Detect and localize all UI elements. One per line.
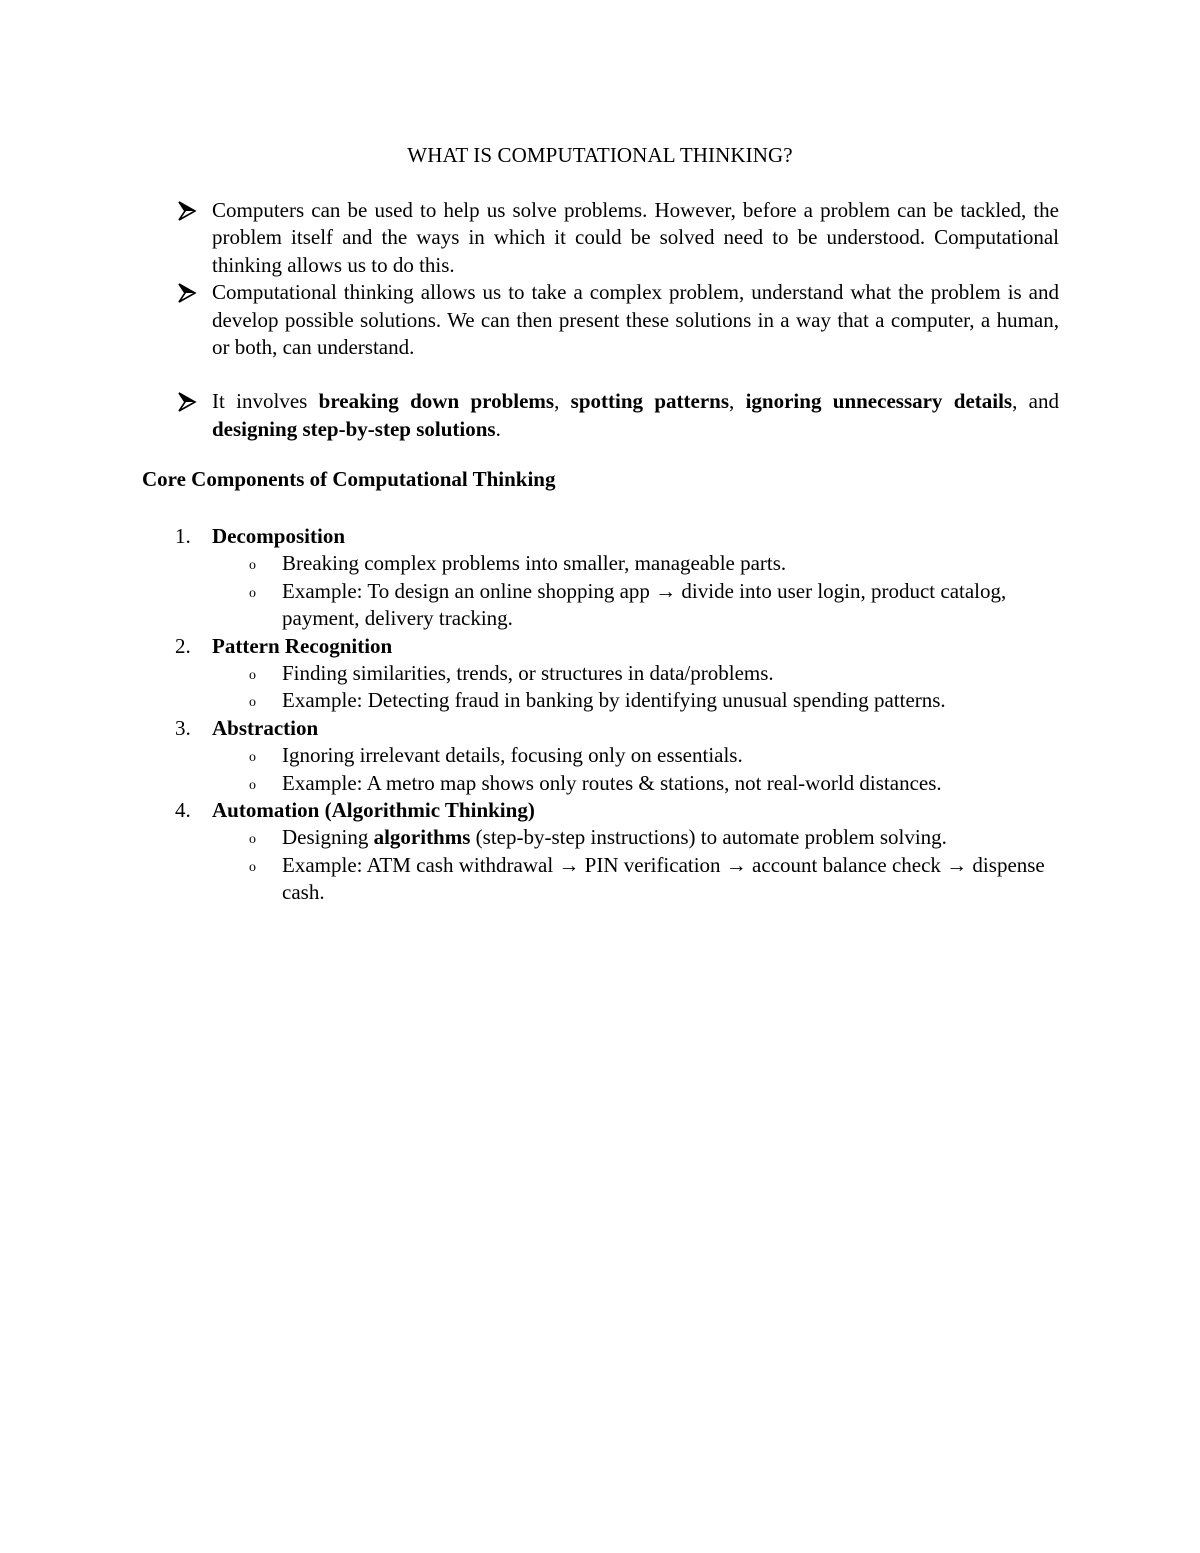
component-title: Abstraction bbox=[212, 715, 319, 740]
bold-phrase: breaking down problems bbox=[318, 389, 555, 414]
component-item bbox=[175, 715, 1065, 797]
component-title: Pattern Recognition bbox=[212, 633, 393, 658]
circle-bullet-icon: o bbox=[249, 668, 256, 684]
bold-phrase: designing step-by-step solutions bbox=[212, 416, 496, 441]
arrowhead-bullet-icon bbox=[177, 392, 197, 412]
component-subitem bbox=[175, 824, 1065, 851]
component-number: 2. bbox=[175, 633, 191, 658]
component-subitem bbox=[175, 550, 1065, 577]
circle-bullet-icon: o bbox=[249, 832, 256, 848]
component-number: 4. bbox=[175, 798, 191, 823]
intro-bullet bbox=[177, 197, 1059, 279]
subitem-text: Example: ATM cash withdrawal → PIN verification → account balance check → dispense cash. bbox=[282, 852, 1045, 905]
circle-bullet-icon: o bbox=[249, 695, 256, 711]
component-number: 1. bbox=[175, 524, 191, 548]
subitem-text: Example: To design an online shopping app → divide into user login, product catalog, payment, delivery tracking. bbox=[282, 578, 1007, 631]
component-subitem bbox=[175, 660, 1065, 687]
component-subitem bbox=[175, 578, 1065, 633]
component-subitem bbox=[175, 742, 1065, 769]
subitem-text: Ignoring irrelevant details, focusing only on essentials. bbox=[282, 743, 743, 768]
intro-bullet-text: Computers can be used to help us solve problems. However, before a problem can be tackled, the problem itself and the ways in which it could be solved need to be understood. Computational thinking allows us to do this. bbox=[212, 198, 1059, 277]
intro-bullet bbox=[177, 279, 1059, 361]
component-subitem bbox=[175, 687, 1065, 714]
component-heading bbox=[175, 797, 1065, 824]
component-heading bbox=[175, 523, 1065, 550]
page-title: WHAT IS COMPUTATIONAL THINKING? bbox=[407, 143, 793, 167]
intro-bullet-text: It involves breaking down problems, spotting patterns, ignoring unnecessary details, and designing step-by-step solutions. bbox=[212, 389, 1060, 441]
intro-bullet-text: Computational thinking allows us to take a complex problem, understand what the problem is and develop possible solutions. We can then present these solutions in a way that a computer, a human, or both, can understand. bbox=[212, 280, 1059, 360]
component-item bbox=[175, 797, 1065, 907]
intro-bullet-list bbox=[177, 197, 1059, 443]
component-item bbox=[175, 633, 1065, 715]
circle-bullet-icon: o bbox=[249, 859, 256, 875]
subitem-text: Example: Detecting fraud in banking by identifying unusual spending patterns. bbox=[282, 688, 946, 713]
component-number: 3. bbox=[175, 715, 191, 740]
bold-phrase: spotting patterns bbox=[570, 389, 730, 414]
component-heading bbox=[175, 715, 1065, 742]
component-heading bbox=[175, 633, 1065, 660]
components-list bbox=[175, 523, 1065, 907]
component-title: Decomposition bbox=[212, 524, 345, 548]
bold-phrase: ignoring unnecessary details bbox=[745, 389, 1013, 414]
arrowhead-bullet-icon bbox=[177, 201, 197, 221]
arrowhead-bullet-icon bbox=[177, 283, 197, 303]
subitem-text: Finding similarities, trends, or structures in data/problems. bbox=[282, 661, 774, 686]
circle-bullet-icon: o bbox=[249, 750, 256, 766]
component-title: Automation (Algorithmic Thinking) bbox=[212, 798, 535, 823]
bold-phrase: algorithms bbox=[373, 825, 471, 850]
circle-bullet-icon: o bbox=[249, 558, 256, 574]
circle-bullet-icon: o bbox=[249, 777, 256, 793]
subitem-text: Designing algorithms (step-by-step instructions) to automate problem solving. bbox=[282, 825, 947, 850]
circle-bullet-icon: o bbox=[249, 585, 256, 601]
component-subitem bbox=[175, 770, 1065, 797]
section-heading: Core Components of Computational Thinking bbox=[142, 467, 556, 491]
component-item bbox=[175, 523, 1065, 633]
component-subitem bbox=[175, 852, 1065, 907]
subitem-text: Example: A metro map shows only routes & stations, not real-world distances. bbox=[282, 770, 942, 795]
intro-bullet bbox=[177, 388, 1059, 443]
subitem-text: Breaking complex problems into smaller, manageable parts. bbox=[282, 551, 787, 576]
